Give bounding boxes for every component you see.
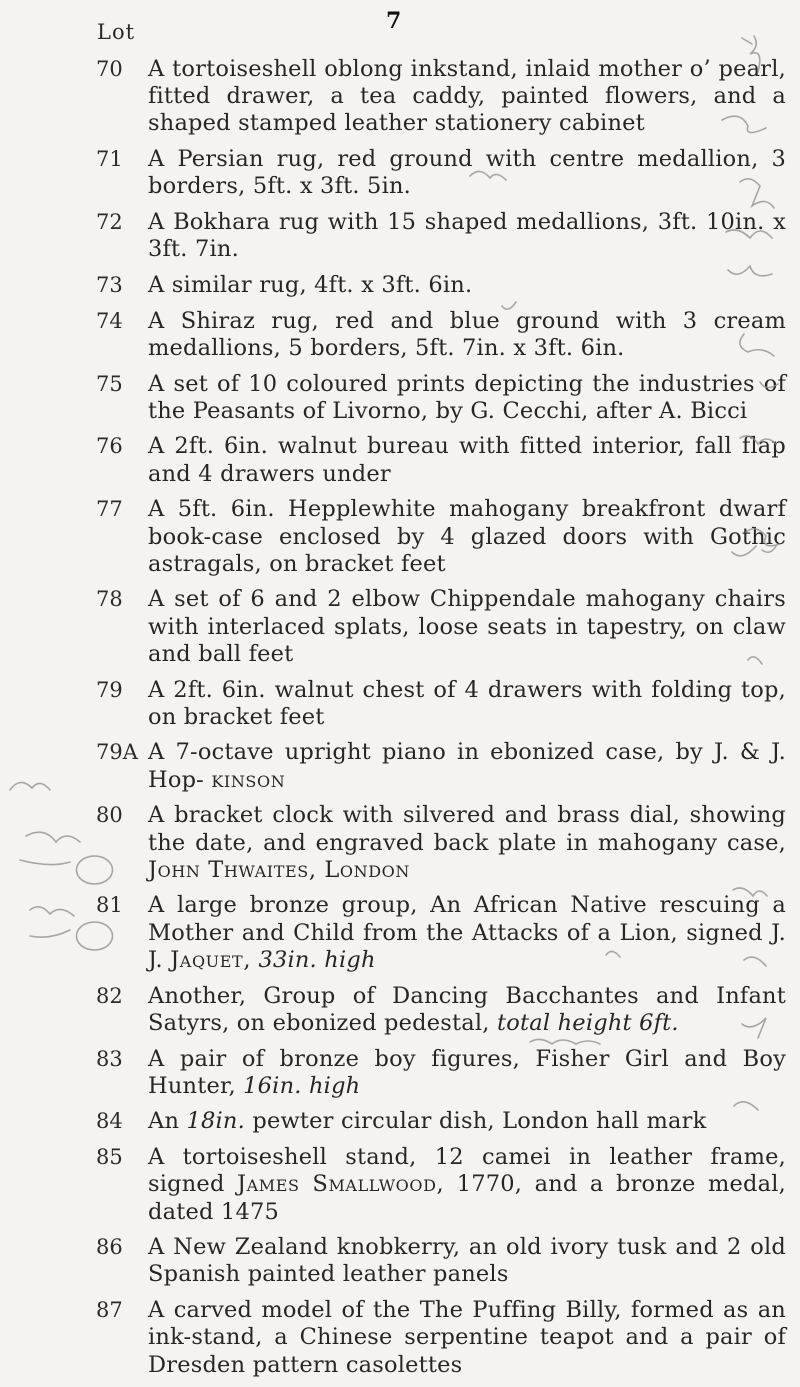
lot-number: 83 [96, 1046, 123, 1071]
lot-entry [96, 56, 786, 138]
lot-number: 84 [96, 1109, 123, 1134]
lot-entry [96, 1108, 786, 1135]
lot-description [148, 1144, 786, 1226]
left-mark-82 [30, 907, 74, 937]
lot-description: A carved model of the The Puffing Billy, formed as an ink-stand, a Chinese serpentine teapot and a pair of Dresden pattern casolettes [148, 1297, 786, 1378]
lot-number: 85 [96, 1145, 123, 1170]
lot-description: A 5ft. 6in. Hepplewhite mahogany breakfront dwarf book-case enclosed by 4 glazed doors with Gothic astragals, on bracket feet [148, 496, 786, 577]
lot-entry [96, 371, 786, 425]
page-number: 7 [386, 8, 402, 34]
lot-entry [96, 739, 786, 793]
lot-entry [96, 802, 786, 884]
left-mark-80 [10, 782, 50, 790]
lot-entry [96, 1046, 786, 1100]
lot-description: A Bokhara rug with 15 shaped medallions, 3ft. 10in. x 3ft. 7in. [148, 209, 786, 263]
lot-text-main: A large bronze group, An African Native rescuing a Mother and Child from the Attacks of a Lion, signed J. J. [148, 892, 786, 973]
lot-entry [96, 983, 786, 1037]
lot-entry [96, 496, 786, 578]
lot-entry [96, 433, 786, 487]
lot-description [148, 983, 786, 1037]
lot-entry [96, 209, 786, 263]
maker-name: Jaquet, [170, 946, 252, 973]
lot-description: A set of 6 and 2 elbow Chippendale mahogany chairs with interlaced splats, loose seats in tapestry, on claw and ball feet [148, 586, 786, 667]
lot-description: A 2ft. 6in. walnut bureau with fitted interior, fall flap and 4 drawers under [148, 433, 786, 487]
lot-number: 74 [96, 308, 123, 333]
lot-number: 70 [96, 57, 123, 81]
lot-number: 87 [96, 1298, 123, 1323]
lot-number: 73 [96, 272, 123, 297]
lot-number: 79A [96, 740, 138, 765]
dimension: 33in. high [258, 946, 376, 973]
lot-number: 77 [96, 497, 123, 522]
dimension: 16in. high [243, 1072, 361, 1099]
lot-number: 75 [96, 371, 123, 396]
lot-number: 76 [96, 434, 123, 459]
lot-description: A 2ft. 6in. walnut chest of 4 drawers with folding top, on bracket feet [148, 676, 786, 730]
dimension: 18in. [186, 1108, 245, 1135]
lot-description [148, 802, 786, 884]
lot-description: A similar rug, 4ft. x 3ft. 6in. [148, 271, 473, 298]
lot-description [148, 1046, 786, 1100]
lot-text-main: Another, Group of Dancing Bacchantes and Infant Satyrs, on ebonized pedestal, [148, 982, 786, 1036]
lot-entry [96, 1297, 786, 1379]
lot-entry [96, 586, 786, 668]
maker-name: James Smallwood, [237, 1171, 445, 1198]
lot-entry [96, 146, 786, 200]
lot-description [148, 1108, 786, 1135]
lot-description: A Shiraz rug, red and blue ground with 3 cream medallions, 5 borders, 5ft. 7in. x 3ft. 6in. [148, 307, 786, 361]
maker-name: John Thwaites, London [148, 856, 410, 883]
lot-description [148, 739, 786, 793]
lot-entry [96, 1144, 786, 1226]
lot-entry [96, 272, 786, 299]
lot-entry [96, 677, 786, 731]
lot-entry [96, 892, 786, 974]
lot-number: 71 [96, 147, 123, 172]
lot-text-main: A bracket clock with silvered and brass dial, showing the date, and engraved back plate in mahogany case, [148, 802, 786, 856]
lot-description: A tortoiseshell oblong inkstand, inlaid mother o’ pearl, fitted drawer, a tea caddy, painted flowers, and a shaped stamped leather stationery cabinet [148, 56, 786, 137]
lot-text-main: A tortoiseshell stand, 12 camei in leather frame, signed [148, 1144, 786, 1198]
lot-text-main: A 7-octave upright piano in ebonized case, by J. & J. Hop- [148, 739, 786, 793]
lot-entry [96, 308, 786, 362]
lot-description: A set of 10 coloured prints depicting the industries of the Peasants of Livorno, by G. Cecchi, after A. Bicci [148, 370, 786, 424]
lot-number: 82 [96, 983, 123, 1008]
lot-description [148, 892, 786, 974]
lot-description: A Persian rug, red ground with centre medallion, 3 borders, 5ft. x 3ft. 5in. [148, 146, 786, 200]
lot-number: 80 [96, 803, 123, 828]
lot-text-rest: 1770, and a bronze medal, dated 1475 [148, 1171, 786, 1225]
lot-entry [96, 1234, 786, 1288]
lot-text-main: An [148, 1108, 180, 1135]
lot-text-rest: pewter circular dish, London hall mark [252, 1108, 707, 1135]
dimension: total height 6ft. [497, 1009, 679, 1036]
lot-text-main: A pair of bronze boy figures, Fisher Girl and Boy Hunter, [148, 1045, 786, 1099]
left-mark-81 [20, 832, 80, 864]
maker-name: kinson [211, 766, 286, 793]
lot-number: 72 [96, 210, 123, 235]
lot-list [96, 56, 786, 1387]
lot-description: A New Zealand knobkerry, an old ivory tusk and 2 old Spanish painted leather panels [148, 1234, 786, 1288]
lot-number: 81 [96, 893, 123, 918]
lot-number: 79 [96, 677, 123, 702]
lot-number: 86 [96, 1235, 123, 1260]
lot-column-header: Lot [97, 20, 136, 44]
lot-number: 78 [96, 587, 123, 612]
